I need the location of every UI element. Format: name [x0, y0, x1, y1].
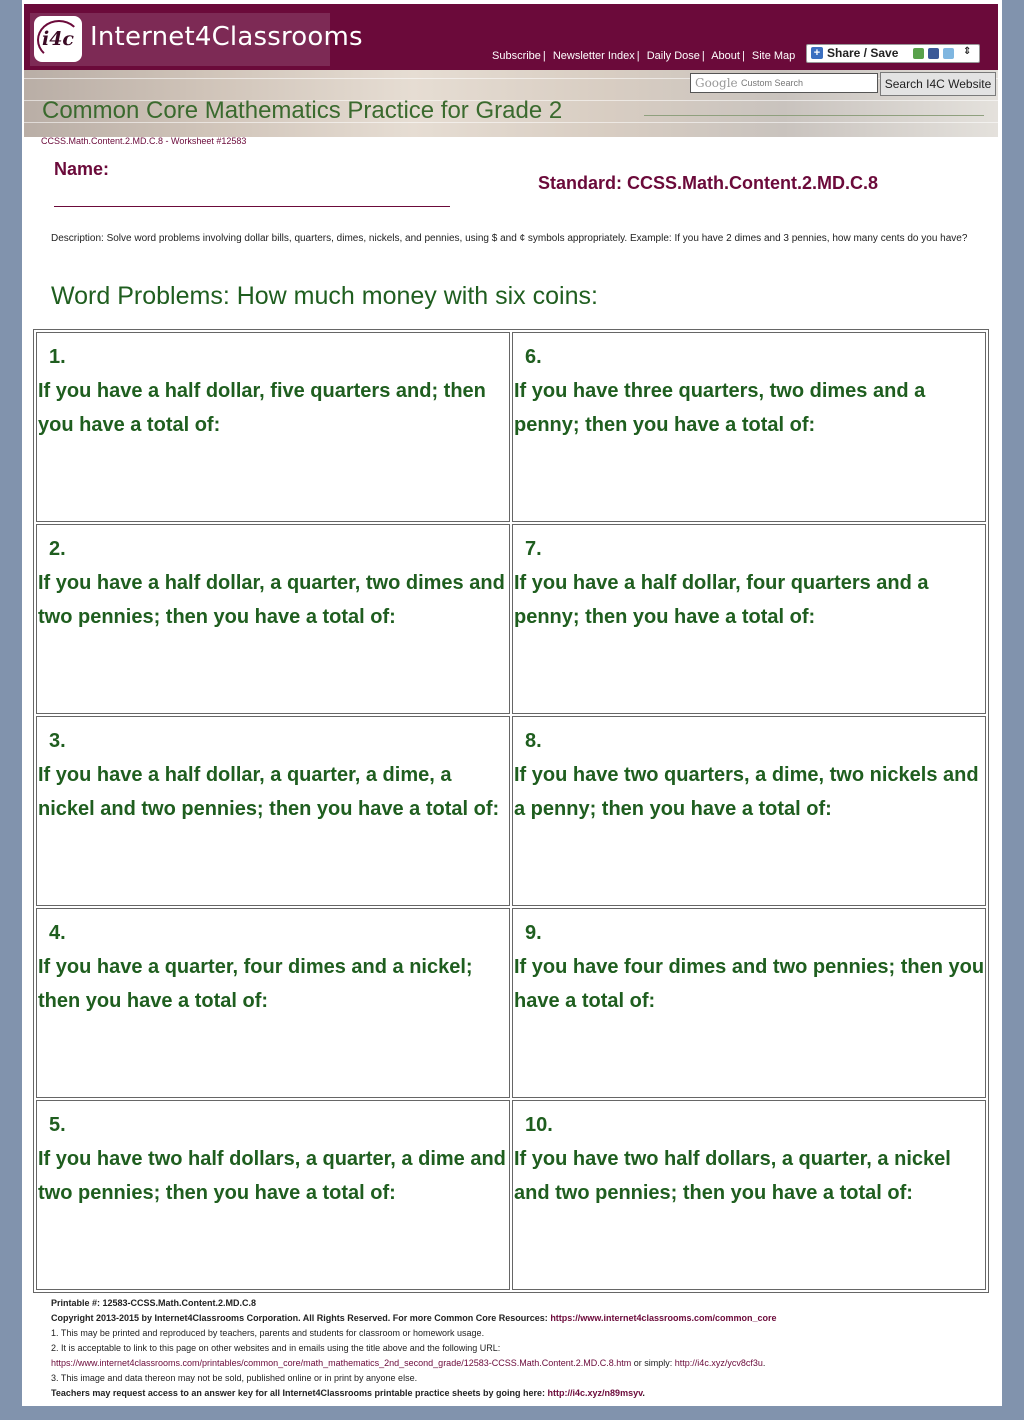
problem-text: If you have a half dollar, a quarter, two dimes and two pennies; then you have a total of: — [38, 572, 505, 628]
breadcrumb: CCSS.Math.Content.2.MD.C.8 - Worksheet #12583 — [41, 136, 247, 146]
logo-text: Internet4Classrooms — [90, 22, 363, 52]
worksheet-long-url[interactable]: https://www.internet4classrooms.com/printables/common_core/math_mathematics_2nd_second_grade/12583-CCSS.Math.Content.2.MD.C.8.htm — [51, 1358, 632, 1368]
problem-cell — [36, 1100, 510, 1290]
copyright-text: Copyright 2013-2015 by Internet4Classrooms Corporation. All Rights Reserved. For more Common Core Resources: — [51, 1313, 548, 1323]
plus-icon: + — [811, 47, 823, 59]
problem-text: If you have two half dollars, a quarter, a nickel and two pennies; then you have a total of: — [514, 1148, 951, 1204]
description: Description: Solve word problems involving dollar bills, quarters, dimes, nickels, and pennies, using $ and ¢ symbols appropriately. Example: If you have 2 dimes and 3 pennies, how many cents do you have? — [51, 233, 968, 244]
answer-key-line — [51, 1386, 981, 1401]
copyright-line — [51, 1311, 981, 1326]
nav-daily-dose[interactable]: Daily Dose — [646, 50, 700, 62]
problem-cell — [512, 716, 986, 906]
logo-badge-icon — [34, 16, 82, 62]
worksheet-page — [22, 0, 1002, 1406]
problem-text: If you have four dimes and two pennies; then you have a total of: — [514, 956, 985, 1012]
top-nav: Subscribe | Newsletter Index | Daily Dose | About | Site Map — [492, 50, 796, 62]
share-save-button[interactable] — [806, 44, 980, 63]
worksheet-short-url[interactable]: http://i4c.xyz/ycv8cf3u — [674, 1358, 763, 1368]
worksheet-subtitle: Word Problems: How much money with six coins: — [51, 282, 598, 310]
nav-site-map[interactable]: Site Map — [751, 50, 796, 62]
name-label: Name: — [54, 159, 110, 179]
nav-subscribe[interactable]: Subscribe — [492, 50, 541, 62]
twitter-icon — [943, 48, 954, 59]
google-logo: Google — [695, 76, 738, 90]
search-button[interactable]: Search I4C Website — [880, 72, 996, 96]
problem-number: 3. — [49, 730, 66, 752]
logo-badge-text: i4c — [41, 28, 74, 50]
problem-number: 7. — [525, 538, 542, 560]
nav-about[interactable]: About — [711, 50, 740, 62]
problem-number: 5. — [49, 1114, 66, 1136]
usage-rule-2: 2. It is acceptable to link to this page on other websites and in emails using the title above and the following URL: — [51, 1343, 501, 1353]
problems-grid — [33, 329, 989, 1293]
problem-cell — [36, 524, 510, 714]
problem-number: 2. — [49, 538, 66, 560]
problem-number: 10. — [525, 1114, 553, 1136]
facebook-icon — [928, 48, 939, 59]
url-end-text: . — [762, 1358, 766, 1368]
problem-cell — [512, 908, 986, 1098]
title-rule — [644, 115, 984, 116]
usage-rule-1: 1. This may be printed and reproduced by teachers, parents and students for classroom or homework usage. — [51, 1328, 485, 1338]
problem-text: If you have a half dollar, five quarters and; then you have a total of: — [38, 380, 486, 436]
problem-text: If you have a quarter, four dimes and a nickel; then you have a total of: — [38, 956, 473, 1012]
problem-cell — [36, 908, 510, 1098]
problem-cell — [512, 1100, 986, 1290]
problem-cell — [36, 716, 510, 906]
problem-number: 8. — [525, 730, 542, 752]
problem-number: 6. — [525, 346, 542, 368]
site-logo[interactable] — [30, 13, 363, 66]
share-save-label: Share / Save — [827, 46, 899, 60]
nav-newsletter-index[interactable]: Newsletter Index — [552, 50, 635, 62]
problem-cell — [512, 332, 986, 522]
title-banner — [24, 70, 998, 137]
search-input[interactable] — [690, 73, 878, 93]
answer-key-text: Teachers may request access to an answer key for all Internet4Classrooms printable practice sheets by going here: — [51, 1388, 546, 1398]
standard-label: Standard: CCSS.Math.Content.2.MD.C.8 — [538, 173, 879, 193]
url-line — [51, 1356, 981, 1371]
problem-text: If you have two quarters, a dime, two nickels and a penny; then you have a total of: — [514, 764, 979, 820]
footer — [51, 1296, 981, 1401]
problem-text: If you have three quarters, two dimes and a penny; then you have a total of: — [514, 380, 926, 436]
search-placeholder: Custom Search — [741, 78, 804, 88]
problem-number: 4. — [49, 922, 66, 944]
page-title: Common Core Mathematics Practice for Grade 2 — [42, 97, 563, 124]
problem-text: If you have a half dollar, four quarters and a penny; then you have a total of: — [514, 572, 929, 628]
site-header — [24, 4, 998, 70]
problem-cell — [36, 332, 510, 522]
problem-cell — [512, 524, 986, 714]
problem-number: 1. — [49, 346, 66, 368]
url-or-text: or simply: — [631, 1358, 675, 1368]
chevron-updown-icon: ⇕ — [963, 46, 972, 57]
problem-text: If you have a half dollar, a quarter, a dime, a nickel and two pennies; then you have a total of: — [38, 764, 500, 820]
answer-key-end: . — [642, 1388, 645, 1398]
usage-rule-3: 3. This image and data thereon may not be sold, published online or in print by anyone else. — [51, 1373, 418, 1383]
common-core-link[interactable]: https://www.internet4classrooms.com/common_core — [550, 1313, 777, 1323]
share-icon — [913, 48, 924, 59]
answer-key-link[interactable]: http://i4c.xyz/n89msyv — [547, 1388, 643, 1398]
printable-number: Printable #: 12583-CCSS.Math.Content.2.MD.C.8 — [51, 1298, 257, 1308]
name-line — [54, 206, 450, 207]
problem-number: 9. — [525, 922, 542, 944]
problem-text: If you have two half dollars, a quarter, a dime and two pennies; then you have a total of: — [38, 1148, 506, 1204]
